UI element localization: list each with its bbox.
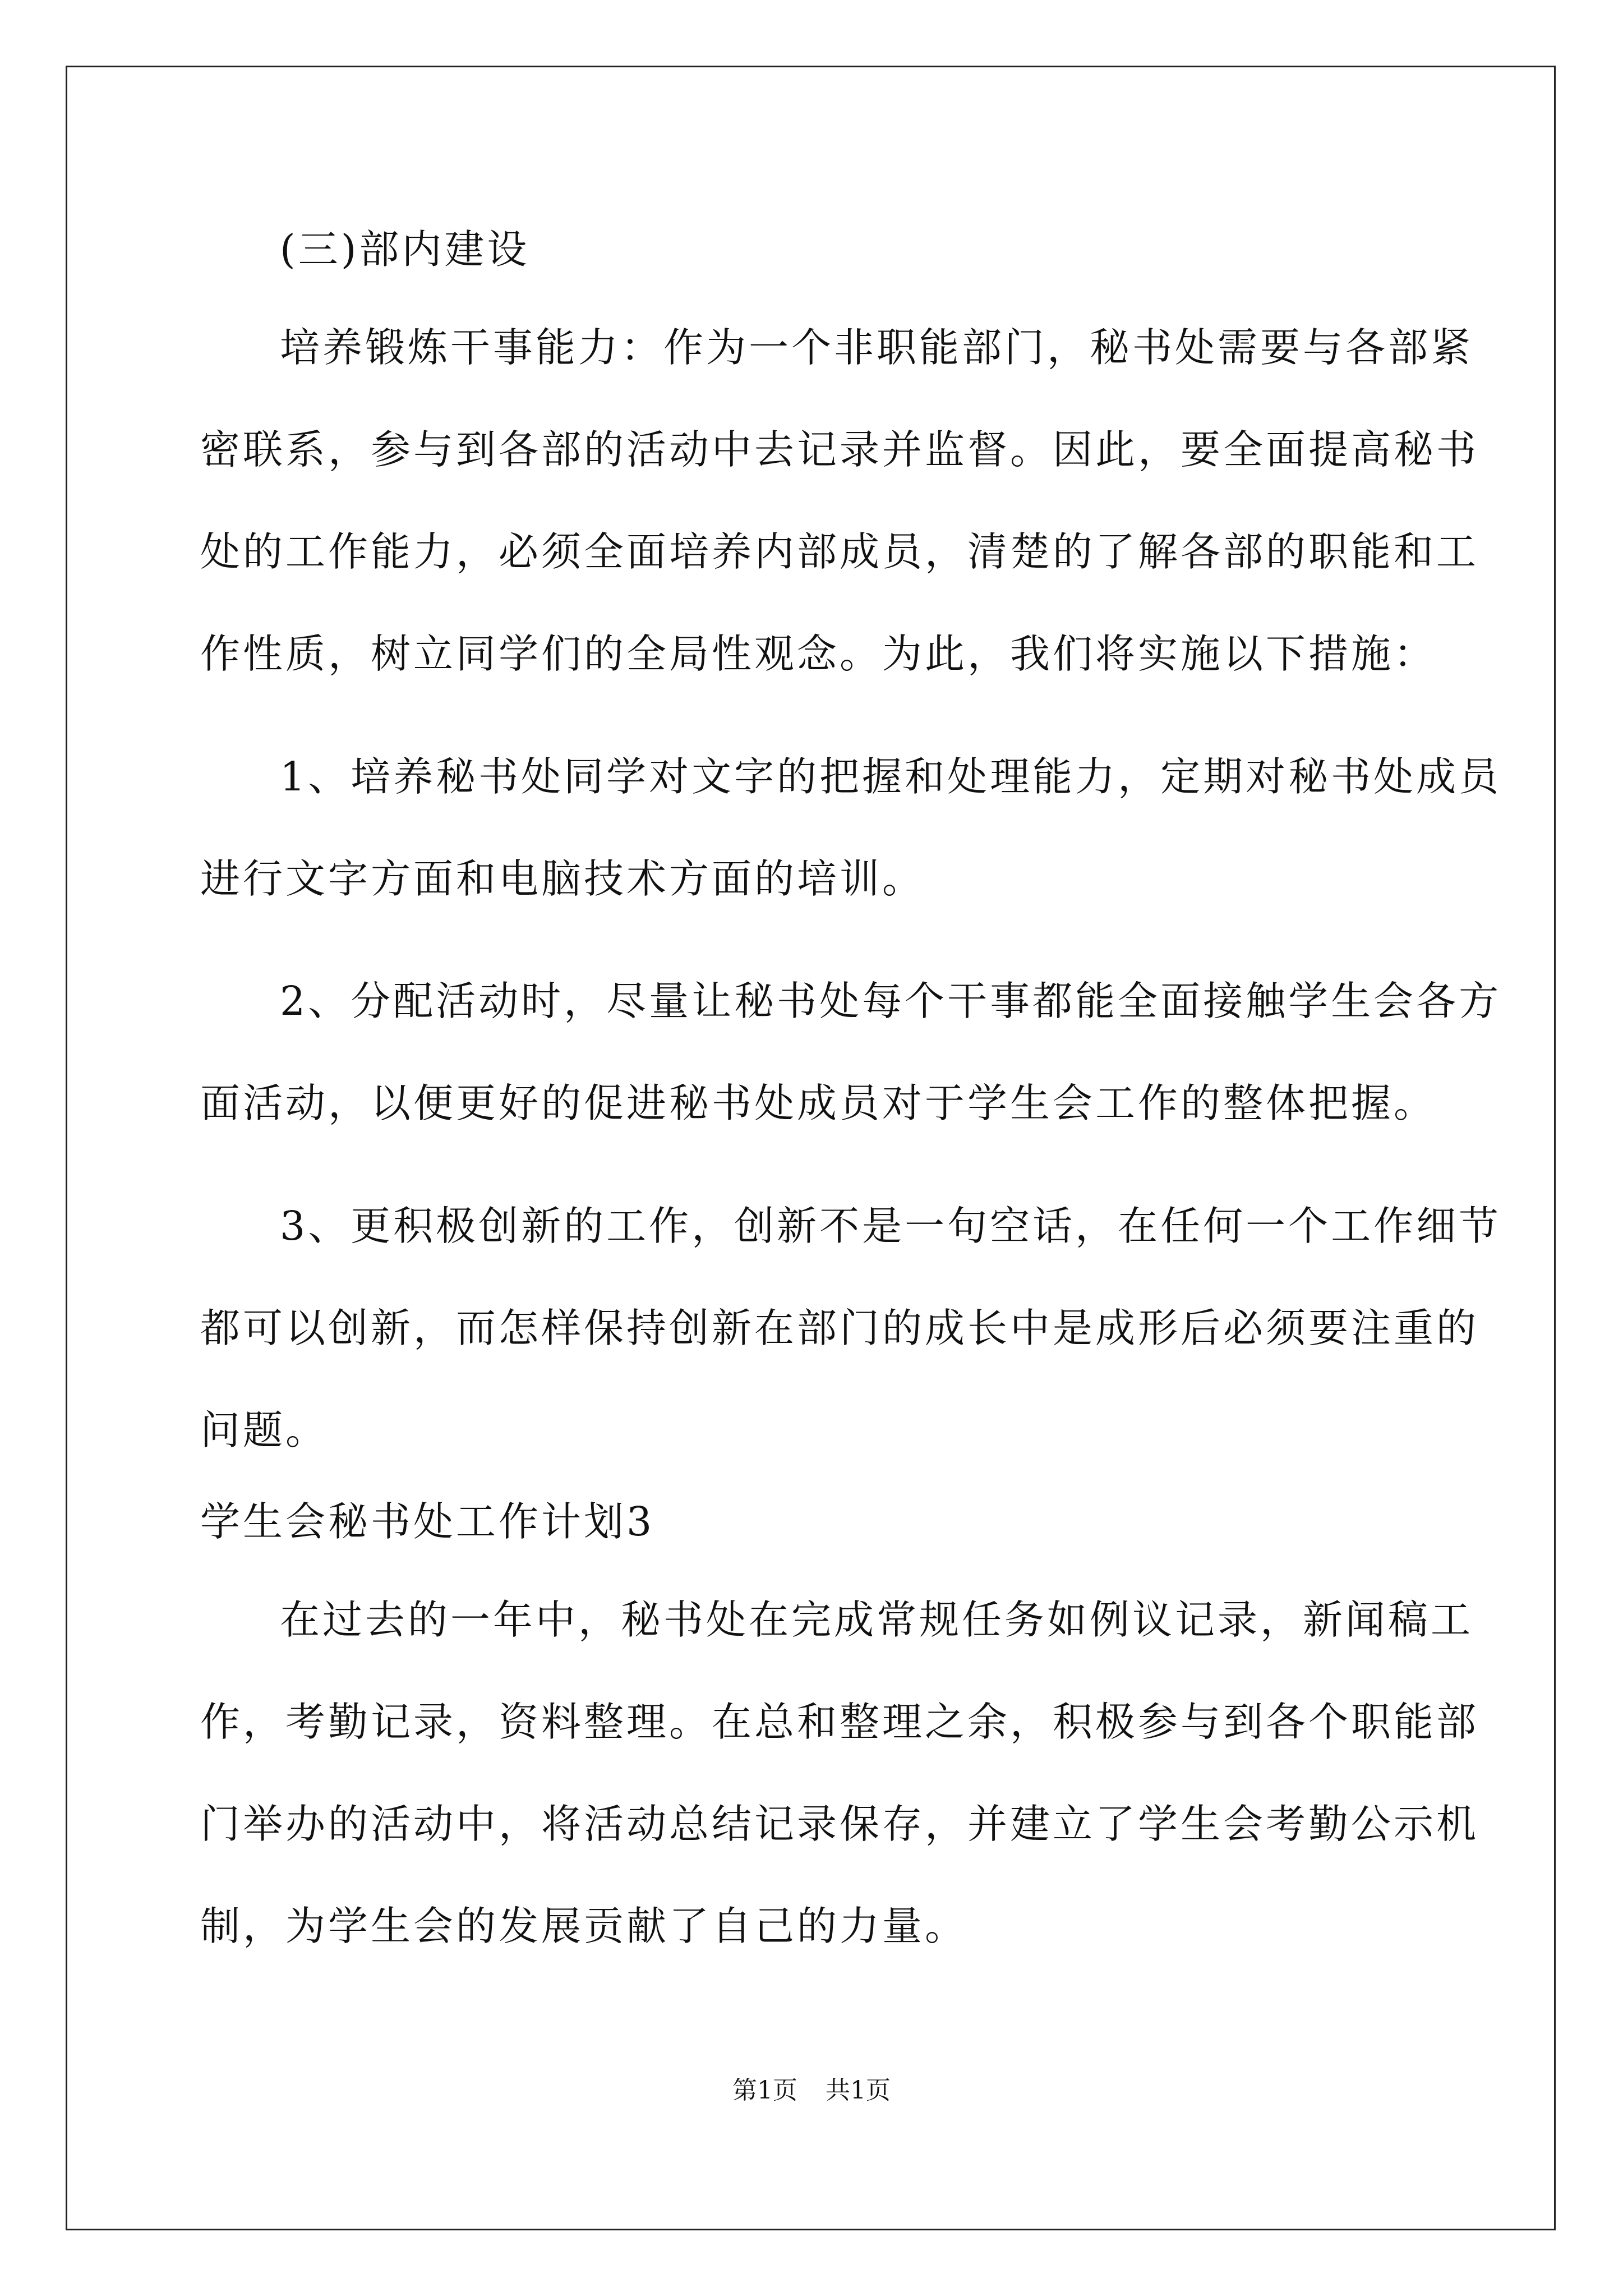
- section-heading: (三)部内建设: [280, 226, 530, 273]
- paragraph-line: 制，为学生会的发展贡献了自己的力量。: [200, 1903, 968, 1949]
- paragraph-line: 进行文字方面和电脑技术方面的培训。: [200, 855, 925, 902]
- paragraph-line: 门举办的活动中，将活动总结记录保存，并建立了学生会考勤公示机: [200, 1801, 1479, 1847]
- paragraph-line: 作性质，树立同学们的全局性观念。为此，我们将实施以下措施：: [200, 631, 1437, 677]
- page-footer: [0, 2074, 1623, 2108]
- paragraph-line: 3、更积极创新的工作，创新不是一句空话，在任何一个工作细节: [280, 1203, 1502, 1249]
- paragraph-line: 2、分配活动时，尽量让秘书处每个干事都能全面接触学生会各方: [280, 978, 1502, 1024]
- paragraph-line: 密联系，参与到各部的活动中去记录并监督。因此，要全面提高秘书: [200, 426, 1479, 473]
- paragraph-line: 问题。: [200, 1407, 329, 1453]
- paragraph-line: 作，考勤记录，资料整理。在总和整理之余，积极参与到各个职能部: [200, 1699, 1479, 1745]
- page-number: 第1页: [732, 2076, 797, 2105]
- paragraph-line: 1、培养秘书处同学对文字的把握和处理能力，定期对秘书处成员: [280, 753, 1502, 800]
- page-total: 共1页: [826, 2076, 891, 2105]
- paragraph-line: 处的工作能力，必须全面培养内部成员，清楚的了解各部的职能和工: [200, 528, 1479, 575]
- paragraph-line: 在过去的一年中，秘书处在完成常规任务如例议记录，新闻稿工: [280, 1596, 1474, 1643]
- document-title: 学生会秘书处工作计划3: [200, 1498, 655, 1545]
- paragraph-line: 培养锻炼干事能力：作为一个非职能部门，秘书处需要与各部紧: [280, 324, 1474, 371]
- paragraph-line: 都可以创新，而怎样保持创新在部门的成长中是成形后必须要注重的: [200, 1305, 1479, 1351]
- paragraph-line: 面活动，以便更好的促进秘书处成员对于学生会工作的整体把握。: [200, 1080, 1437, 1126]
